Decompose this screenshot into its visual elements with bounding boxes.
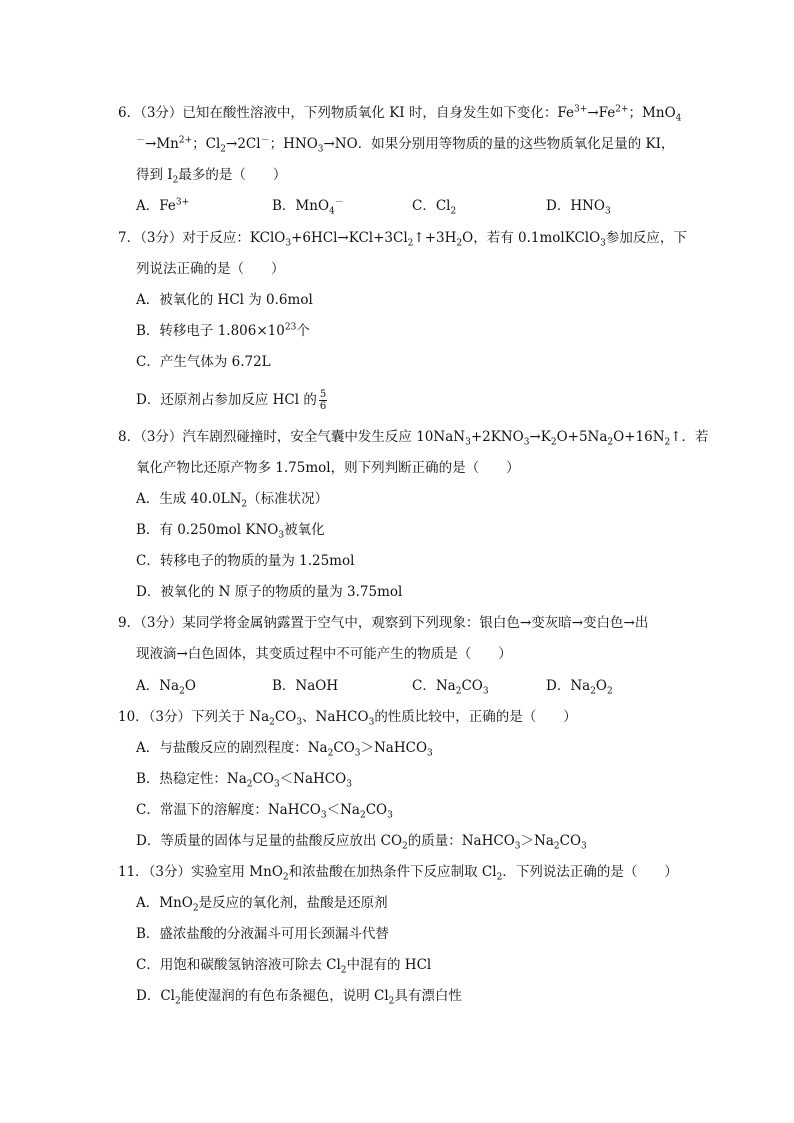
q7-line-2: 列说法正确的是（ ） — [136, 261, 285, 277]
q8-option-a: A．生成 $40.0LN_2$（标准状况） — [136, 491, 329, 510]
q11-line-1: 11．（3分）实验室用 MnO$_2$和浓盐酸在加热条件下反应制取 $Cl_2$．下列说法正确的是（ ） — [118, 864, 678, 883]
q8-line-1: 8．（3分）汽车剧烈碰撞时，安全气囊中发生反应 $10NaN_3+2KNO_3\to K_2O+5Na_2O+16N_2↑$．若 — [118, 429, 709, 448]
q6-line-2: $^-\to Mn^{2+}$；$Cl_2\to 2Cl^-$；$HNO_3\to NO$．如果分别用等物质的量的这些物质氧化足量的 KI， — [136, 135, 675, 155]
q9-option-b: B．NaOH — [272, 678, 339, 694]
q10-option-d: D．等质量的固体与足量的盐酸反应放出 $CO_2$的质量：$NaHCO_3>Na_2CO_3$ — [136, 833, 587, 852]
q9-line-1: 9．（3分）某同学将金属钠露置于空气中，观察到下列现象：银白色→变灰暗→变白色→出 — [118, 615, 649, 631]
q9-option-a: A．$Na_2O$ — [136, 678, 196, 697]
q6-option-b: B．MnO$_4$－ — [272, 197, 344, 217]
fraction-numerator: 5 — [319, 389, 327, 400]
q7-option-b: B．转移电子 $1.806\times 10^{23}$个 — [136, 322, 310, 339]
q7-line-1: 7．（3分）对于反应：$KClO_3+6HCl\to KCl+3Cl_2↑+3H_2O$，若有 0.1molKClO$_3$参加反应，下 — [118, 230, 687, 249]
q6-option-c: C．$Cl_2$ — [412, 198, 457, 217]
q8-option-c: C．转移电子的物质的量为 1.25mol — [136, 553, 355, 569]
q7-option-d — [136, 389, 327, 412]
q10-option-b: B．热稳定性：$Na_2CO_3<NaHCO_3$ — [136, 771, 352, 790]
q11-option-c: C．用饱和碳酸氢钠溶液可除去 $Cl_2$中混有的 HCl — [136, 957, 432, 976]
q8-option-b: B．有 0.250mol $KNO_3$被氧化 — [136, 522, 325, 541]
q6-option-d: D．$HNO_3$ — [546, 198, 611, 217]
q9-option-d: D．$Na_2O_2$ — [546, 678, 613, 697]
q9-option-c: C．$Na_2CO_3$ — [412, 678, 489, 697]
q6-line-3: 得到 $I_2$最多的是（ ） — [136, 167, 287, 186]
q10-option-c: C．常温下的溶解度：$NaHCO_3<Na_2CO_3$ — [136, 802, 393, 821]
q8-line-2: 氧化产物比还原产物多 1.75mol，则下列判断正确的是（ ） — [136, 460, 520, 476]
q7-option-a: A．被氧化的 HCl 为 0.6mol — [136, 292, 313, 308]
q7-option-c: C．产生气体为 6.72L — [136, 354, 271, 370]
q11-option-a: A．MnO$_2$是反应的氧化剂，盐酸是还原剂 — [136, 895, 388, 914]
fraction — [319, 389, 327, 412]
q9-line-2: 现液滴→白色固体，其变质过程中不可能产生的物质是（ ） — [136, 646, 512, 662]
q11-option-b: B．盛浓盐酸的分液漏斗可用长颈漏斗代替 — [136, 926, 389, 942]
q11-option-d: D．$Cl_2$能使湿润的有色布条褪色，说明 $Cl_2$具有漂白性 — [136, 988, 462, 1007]
q6-line-1: 6．（3分）已知在酸性溶液中，下列物质氧化 KI 时，自身发生如下变化：$Fe^{3+}\to Fe^{2+}$；MnO$_4$ — [118, 104, 682, 124]
q7-option-d-text: D．还原剂占参加反应 HCl 的 — [136, 392, 317, 408]
fraction-denominator: 6 — [319, 401, 327, 412]
q6-option-a: A．$Fe^{3+}$ — [136, 197, 190, 214]
q10-option-a: A．与盐酸反应的剧烈程度：$Na_2CO_3>NaHCO_3$ — [136, 740, 433, 759]
q10-line-1: 10．（3分）下列关于 $Na_2CO_3$、NaHCO$_3$的性质比较中，正确的是（ ） — [118, 709, 577, 728]
q8-option-d: D．被氧化的 N 原子的物质的量为 3.75mol — [136, 584, 403, 600]
